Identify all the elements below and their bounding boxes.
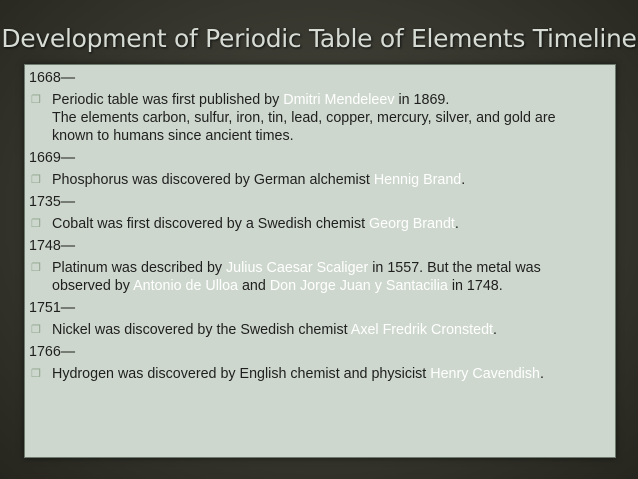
timeline-item bbox=[25, 91, 615, 145]
timeline-year: 1766— bbox=[29, 344, 76, 360]
person-name: Henry Cavendish bbox=[430, 366, 540, 382]
person-name: Axel Fredrik Cronstedt bbox=[350, 322, 494, 338]
timeline-item bbox=[25, 259, 615, 295]
bullet-icon: ❐ bbox=[31, 174, 41, 186]
person-name: Don Jorge Juan y Santacilia bbox=[269, 278, 448, 294]
item-text: Platinum was described by bbox=[52, 260, 227, 276]
item-text: Hydrogen was discovered by English chemist and physicist bbox=[52, 366, 431, 382]
item-text: in 1748. bbox=[447, 278, 503, 294]
item-text: and bbox=[238, 278, 270, 294]
item-text: in 1869. bbox=[394, 92, 450, 108]
timeline-item bbox=[25, 171, 615, 189]
slide-title: Development of Periodic Table of Elements Timeline bbox=[1, 24, 637, 53]
timeline-year: 1735— bbox=[29, 194, 76, 210]
person-name: Antonio de Ulloa bbox=[133, 278, 238, 294]
timeline-item bbox=[25, 321, 615, 339]
item-text: . bbox=[493, 322, 497, 338]
item-text: The elements carbon, sulfur, iron, tin, lead, copper, mercury, silver, and gold are known to humans since ancient times. bbox=[52, 110, 556, 144]
bullet-icon: ❐ bbox=[31, 324, 41, 336]
item-text: in 1557. But the metal was observed by bbox=[52, 260, 541, 294]
person-name: Georg Brandt bbox=[369, 216, 455, 232]
item-text: Cobalt was first discovered by a Swedish chemist bbox=[52, 216, 370, 232]
item-text: Periodic table was first published by bbox=[52, 92, 284, 108]
bullet-icon: ❐ bbox=[31, 218, 41, 230]
timeline bbox=[25, 69, 615, 387]
bullet-icon: ❐ bbox=[31, 262, 41, 274]
person-name: Hennig Brand bbox=[373, 172, 462, 188]
item-text: Phosphorus was discovered by German alchemist bbox=[52, 172, 374, 188]
item-text: . bbox=[454, 216, 459, 232]
item-text: Nickel was discovered by the Swedish chemist bbox=[52, 322, 351, 338]
person-name: Julius Caesar Scaliger bbox=[226, 260, 369, 276]
timeline-year: 1748— bbox=[29, 238, 76, 254]
timeline-year: 1668— bbox=[29, 70, 76, 86]
content-panel bbox=[24, 64, 616, 458]
bullet-icon: ❐ bbox=[31, 368, 41, 380]
person-name: Dmitri Mendeleev bbox=[283, 92, 395, 108]
timeline-item bbox=[25, 365, 615, 383]
timeline-item bbox=[25, 215, 615, 233]
item-text: . bbox=[539, 366, 544, 382]
timeline-year: 1751— bbox=[29, 300, 76, 316]
timeline-year: 1669— bbox=[29, 150, 76, 166]
bullet-icon: ❐ bbox=[31, 94, 41, 106]
item-text: . bbox=[461, 172, 466, 188]
